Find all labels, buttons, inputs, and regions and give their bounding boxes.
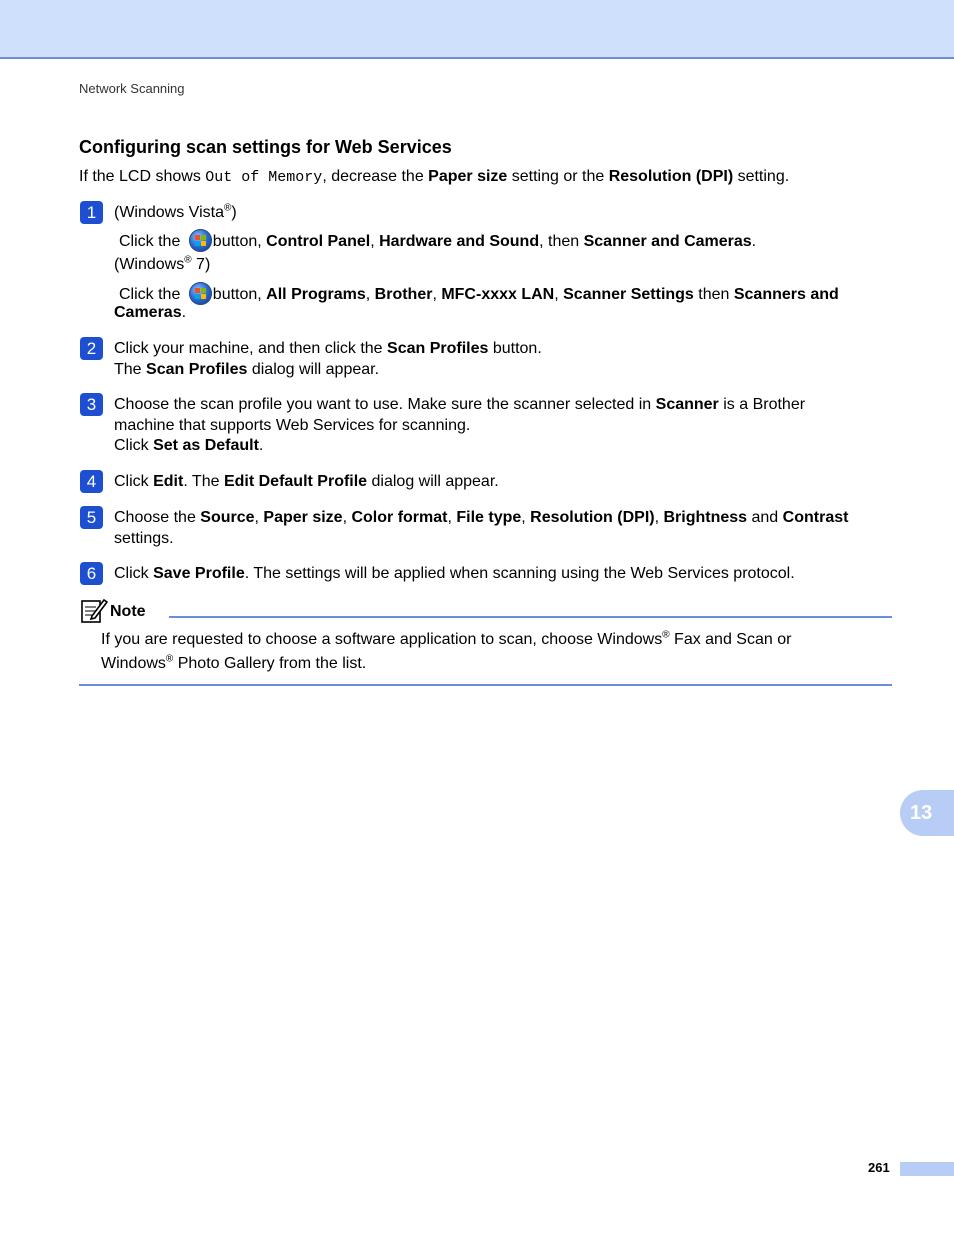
- running-header: Network Scanning: [79, 81, 185, 96]
- lcd-message: Out of Memory: [205, 169, 323, 186]
- note-label: Note: [110, 603, 146, 620]
- step-4-text: Click Edit. The Edit Default Profile dialog will appear.: [114, 473, 499, 490]
- step-3-text: Choose the scan profile you want to use. Make sure the scanner selected in Scanner is a Brother machine that supports Web Services for scanning. Click Set as Default.: [114, 396, 806, 454]
- windows-start-icon: [189, 282, 212, 305]
- windows-start-icon: [189, 229, 212, 252]
- note-divider-bottom: [79, 684, 892, 686]
- step-1-vista-text: Click the button, Control Panel, Hardware and Sound, then Scanner and Cameras.: [114, 229, 756, 253]
- step-6-text: Click Save Profile. The settings will be applied when scanning using the Web Services protocol.: [114, 565, 795, 582]
- step-4-number: 4: [80, 470, 103, 493]
- step-5-text: Choose the Source, Paper size, Color format, File type, Resolution (DPI), Brightness and Contrast settings.: [114, 509, 849, 547]
- step-1-win7-text: Click the button, All Programs, Brother, MFC-xxxx LAN, Scanner Settings then Scanners and: [114, 282, 839, 306]
- step-1-vista-label: (Windows Vista®): [114, 202, 237, 221]
- intro-paragraph: If the LCD shows Out of Memory, decrease the Paper size setting or the Resolution (DPI) setting.: [79, 168, 790, 186]
- note-pencil-icon: [80, 596, 108, 624]
- step-2-text: Click your machine, and then click the Scan Profiles button. The Scan Profiles dialog will appear.: [114, 340, 542, 378]
- step-3-number: 3: [80, 393, 103, 416]
- step-6-number: 6: [80, 562, 103, 585]
- note-text: If you are requested to choose a software application to scan, choose Windows® Fax and Scan or Windows® Photo Gallery from the list.: [101, 629, 792, 672]
- note-divider-top: [169, 616, 892, 618]
- page-number-tab: [900, 1162, 954, 1176]
- step-1-win7-label: (Windows® 7): [114, 254, 211, 273]
- step-5-number: 5: [80, 506, 103, 529]
- step-1-win7-text-cont: Cameras.: [114, 304, 187, 321]
- step-1-number: 1: [80, 201, 103, 224]
- step-2-number: 2: [80, 337, 103, 360]
- chapter-tab: 13: [900, 790, 954, 836]
- page-number: 261: [868, 1160, 890, 1175]
- section-title: Configuring scan settings for Web Services: [79, 137, 452, 157]
- top-banner: [0, 0, 954, 59]
